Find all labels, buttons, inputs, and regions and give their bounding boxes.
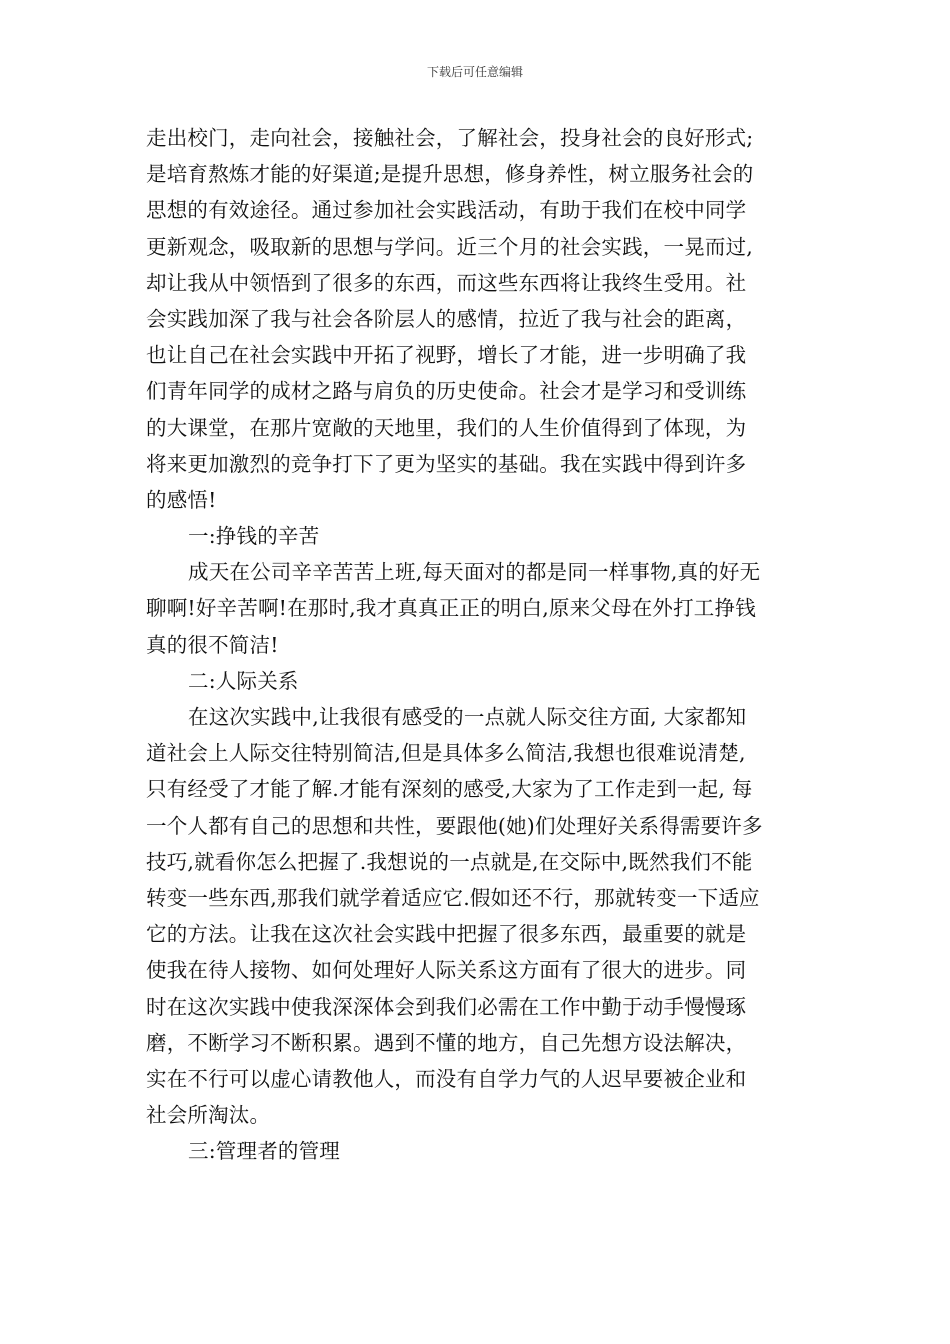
text-line: 技巧,就看你怎么把握了.我想说的一点就是,在交际中,既然我们不能	[146, 849, 753, 874]
section-heading: 一:挣钱的辛苦	[188, 524, 320, 549]
text-line: 会实践加深了我与社会各阶层人的感情，拉近了我与社会的距离，	[146, 306, 747, 331]
text-line: 们青年同学的成材之路与肩负的历史使命。社会才是学习和受训练	[146, 379, 747, 404]
text-line: 却让我从中领悟到了很多的东西，而这些东西将让我终生受用。社	[146, 270, 747, 295]
section-heading: 三:管理者的管理	[188, 1139, 341, 1164]
text-line: 是培育熬炼才能的好渠道;是提升思想，修身养性，树立服务社会的	[146, 162, 754, 187]
text-line: 走出校门，走向社会，接触社会，了解社会，投身社会的良好形式;	[146, 126, 754, 150]
text-line: 聊啊!好辛苦啊!在那时,我才真真正正的明白,原来父母在外打工挣钱	[146, 596, 756, 621]
text-line: 转变一些东西,那我们就学着适应它.假如还不行，那就转变一下适应	[146, 885, 760, 910]
text-line: 只有经受了才能了解.才能有深刻的感受,大家为了工作走到一起, 每	[146, 777, 753, 802]
text-line: 成天在公司辛辛苦苦上班,每天面对的都是同一样事物,真的好无	[188, 560, 761, 585]
text-line: 社会所淘汰。	[146, 1103, 271, 1128]
text-line: 在这次实践中,让我很有感受的一点就人际交往方面, 大家都知	[188, 705, 747, 729]
text-line: 的大课堂，在那片宽敞的天地里，我们的人生价值得到了体现，为	[146, 415, 747, 440]
text-line: 时在这次实践中使我深深体会到我们必需在工作中勤于动手慢慢琢	[146, 994, 747, 1019]
section-heading: 二:人际关系	[188, 668, 299, 693]
document-body	[146, 120, 810, 1169]
text-line: 将来更加激烈的竞争打下了更为坚实的基础。我在实践中得到许多	[146, 451, 747, 476]
page-header-note: 下载后可任意编辑	[426, 65, 523, 79]
text-line: 更新观念，吸取新的思想与学问。近三个月的社会实践，一晃而过,	[146, 234, 754, 259]
text-line: 一个人都有自己的思想和共性，要跟他(她)们处理好关系得需要许多	[146, 813, 763, 838]
text-line: 实在不行可以虚心请教他人，而没有自学力气的人迟早要被企业和	[146, 1066, 747, 1091]
text-line: 真的很不简洁!	[146, 632, 279, 657]
text-line: 道社会上人际交往特别简洁,但是具体多么简洁,我想也很难说清楚,	[146, 741, 746, 766]
text-line: 磨，不断学习不断积累。遇到不懂的地方，自己先想方设法解决，	[146, 1030, 747, 1055]
text-line: 也让自己在社会实践中开拓了视野，增长了才能，进一步明确了我	[146, 343, 747, 368]
text-line: 它的方法。让我在这次社会实践中把握了很多东西，最重要的就是	[146, 922, 747, 947]
text-line: 的感悟!	[146, 487, 217, 512]
text-line: 思想的有效途径。通过参加社会实践活动，有助于我们在校中同学	[146, 198, 747, 223]
text-line: 使我在待人接物、如何处理好人际关系这方面有了很大的进步。同	[146, 958, 747, 983]
